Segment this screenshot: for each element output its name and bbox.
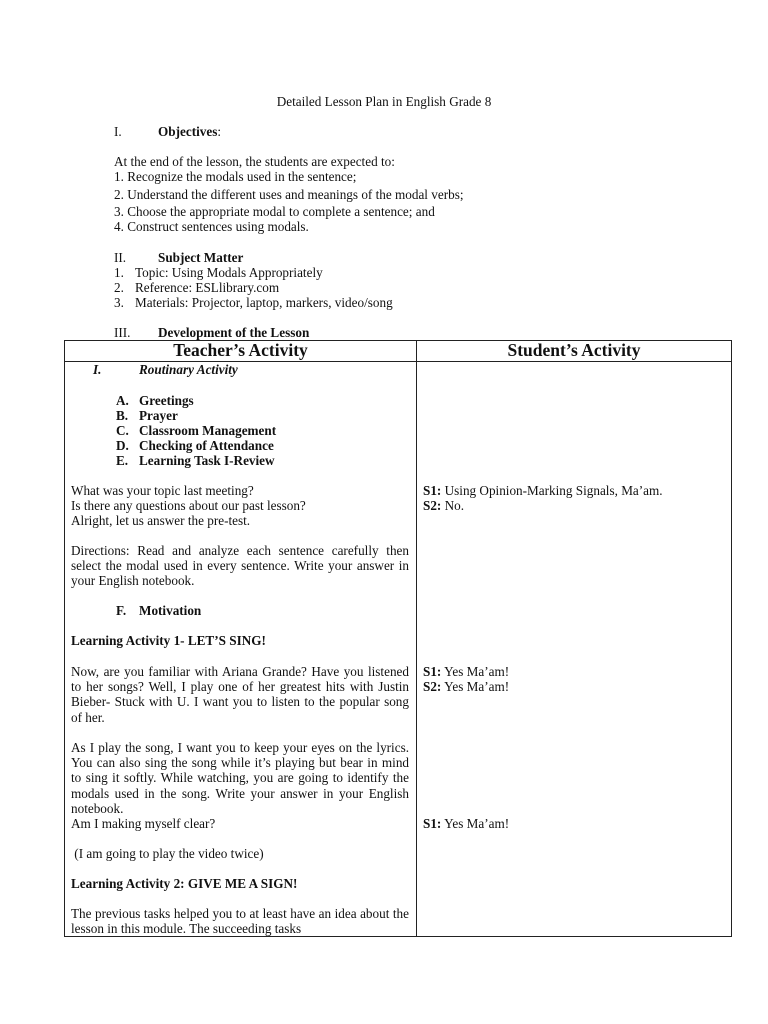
student-response [423,483,663,498]
section-heading: Development of the Lesson [158,325,310,340]
routine-item [116,453,275,468]
student-column [417,362,732,937]
activity-1-note: (I am going to play the video twice) [71,846,264,861]
routine-text: Classroom Management [139,423,277,438]
student-label: S2: [423,679,442,694]
objectives-intro: At the end of the lesson, the students are expected to: [114,154,395,169]
routine-text: Prayer [139,408,178,423]
lesson-table [64,340,732,937]
objective-item: 2. Understand the different uses and meanings of the modal verbs; [114,187,464,202]
subject-item-text: Materials: Projector, laptop, markers, video/song [135,295,393,310]
section-numeral: III. [114,325,131,340]
routine-letter: E. [116,453,129,468]
subject-item [114,295,393,310]
activity-1-paragraph: As I play the song, I want you to keep your eyes on the lyrics. You can also sing the song while it’s playing but bear in mind to sing it softly. While watching, you are going to identify the modals used in the song. Write your answer in your English notebook. [71,740,409,816]
review-question: Is there any questions about our past lesson? [71,498,306,513]
routine-letter: B. [116,408,129,423]
routine-item [116,423,276,438]
student-label: S1: [423,483,442,498]
routine-item [116,393,194,408]
subject-item-text: Reference: ESLlibrary.com [135,280,280,295]
section-numeral: II. [114,250,127,265]
student-response-text: Yes Ma’am! [441,679,510,694]
subject-item-number: 1. [114,265,124,280]
subject-item-text: Topic: Using Modals Appropriately [135,265,323,280]
objective-item: 4. Construct sentences using modals. [114,219,309,234]
student-response-text: Using Opinion-Marking Signals, Ma’am. [441,483,663,498]
routine-letter: D. [116,438,129,453]
routine-letter: C. [116,423,129,438]
activity-2-paragraph: The previous tasks helped you to at least have an idea about the lesson in this module. The succeeding tasks [71,906,409,936]
motivation-item [116,603,201,618]
development-heading [114,325,309,340]
routine-item [116,408,178,423]
student-response [423,679,509,694]
pretest-directions: Directions: Read and analyze each sentence carefully then select the modal used in every sentence. Write your answer in your English notebook. [71,543,409,589]
objective-item: 1. Recognize the modals used in the sentence; [114,169,357,184]
student-response-text: Yes Ma’am! [441,664,510,679]
routine-text: Checking of Attendance [139,438,274,453]
routine-text: Greetings [139,393,194,408]
student-response [423,498,464,513]
subject-item [114,280,279,295]
review-instruction: Alright, let us answer the pre-test. [71,513,251,528]
document-title: Detailed Lesson Plan in English Grade 8 [276,94,492,109]
activity-1-question: Am I making myself clear? [71,816,216,831]
objectives-heading [114,124,221,139]
student-response-text: Yes Ma’am! [441,816,510,831]
student-response [423,664,509,679]
routine-text: Learning Task I-Review [139,453,275,468]
review-question: What was your topic last meeting? [71,483,254,498]
motivation-label: Motivation [139,603,202,618]
section-numeral: I. [114,124,122,139]
heading-colon: : [217,124,221,139]
routinary-numeral: I. [93,362,102,377]
motivation-letter: F. [116,603,127,618]
student-label: S1: [423,816,442,831]
routinary-label: Routinary Activity [139,362,238,377]
section-heading: Objectives [158,124,218,139]
student-label: S1: [423,664,442,679]
student-activity-header: Student’s Activity [417,341,732,362]
activity-1-title: Learning Activity 1- LET’S SING! [71,633,266,648]
routine-letter: A. [116,393,129,408]
student-response-text: No. [441,498,465,513]
activity-2-title: Learning Activity 2: GIVE ME A SIGN! [71,876,298,891]
student-response [423,816,509,831]
subject-item [114,265,323,280]
subject-item-number: 2. [114,280,124,295]
teacher-activity-header: Teacher’s Activity [65,341,417,362]
student-label: S2: [423,498,442,513]
section-heading: Subject Matter [158,250,244,265]
routine-item [116,438,274,453]
subject-item-number: 3. [114,295,124,310]
teacher-column [65,362,417,937]
objective-item: 3. Choose the appropriate modal to complete a sentence; and [114,204,435,219]
activity-1-paragraph: Now, are you familiar with Ariana Grande? Have you listened to her songs? Well, I play one of her greatest hits with Justin Bieber- Stuck with U. I want you to listen to the popular song of her. [71,664,409,725]
subject-matter-heading [114,250,243,265]
